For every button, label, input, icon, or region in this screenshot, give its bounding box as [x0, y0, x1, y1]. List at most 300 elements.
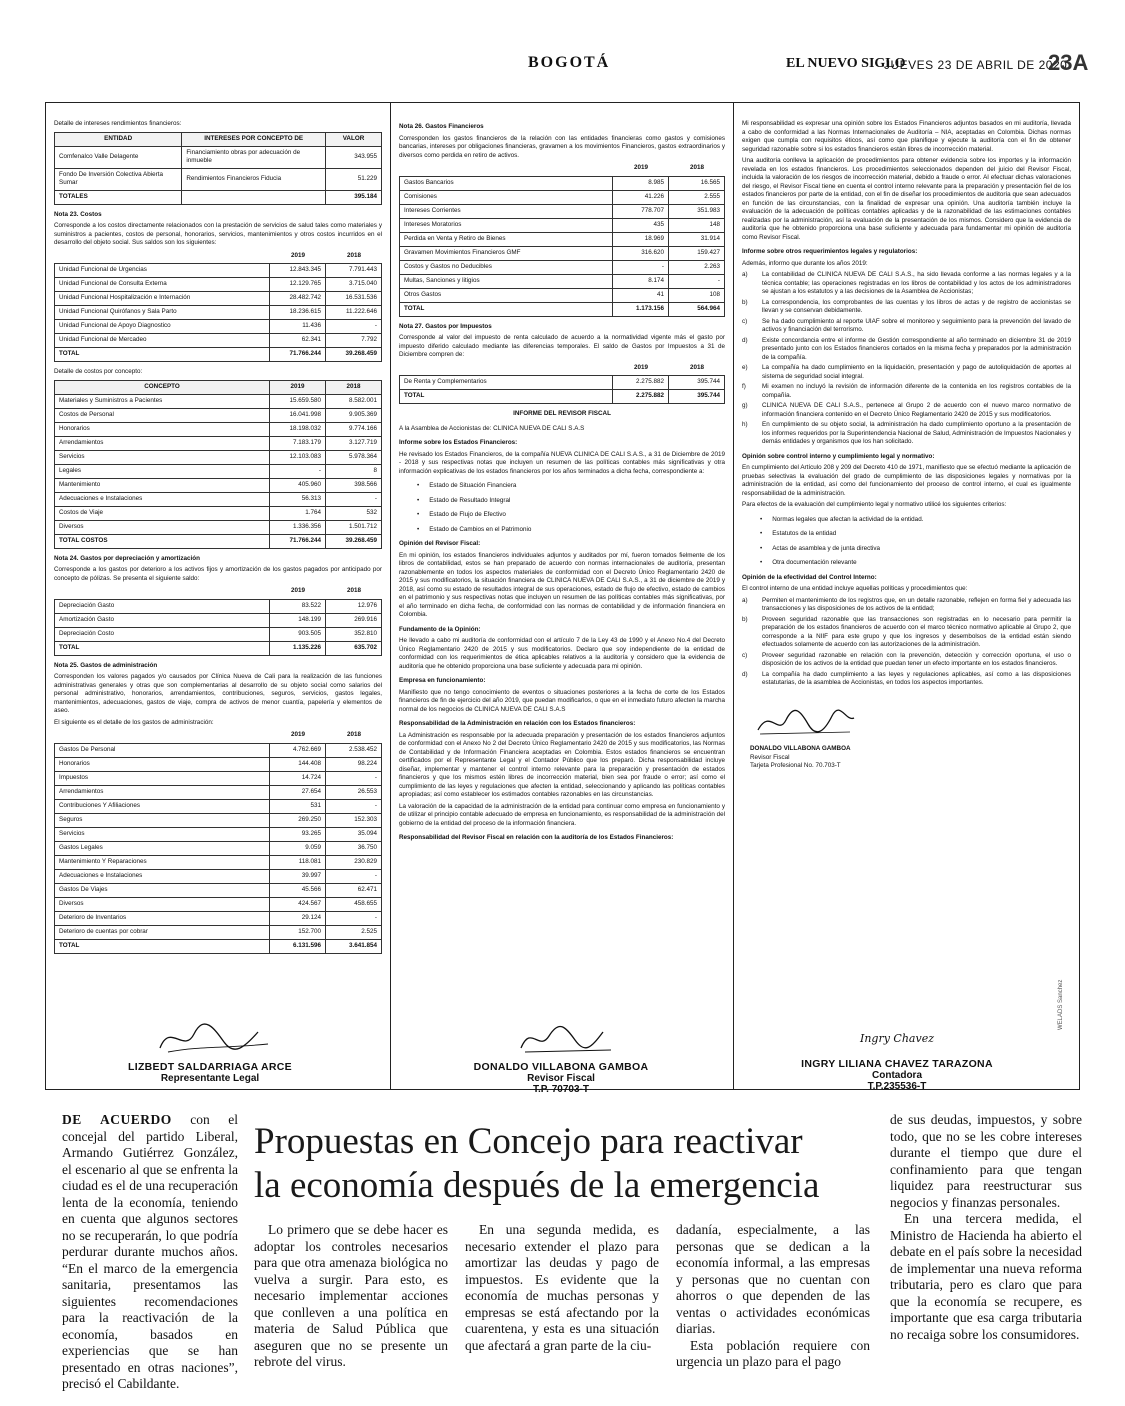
- list-item: [742, 652, 1071, 669]
- article-column: [465, 1222, 659, 1354]
- note-title: Nota 27. Gastos por Impuestos: [399, 322, 492, 330]
- table-cell: TOTAL: [400, 390, 613, 404]
- table-cell: 458.655: [326, 897, 382, 911]
- table-row: [55, 627, 382, 641]
- note-title: Nota 26. Gastos Financieros: [399, 123, 484, 130]
- table-cell: Comfenalco Valle Delagente: [55, 146, 182, 168]
- year-label: 2019: [290, 251, 305, 259]
- table-cell: Gastos De Personal: [55, 743, 270, 757]
- table-cell: Unidad Funcional Hospitalización e Internación: [55, 292, 270, 306]
- table-cell: 3.715.040: [326, 278, 382, 292]
- item-text: Mi examen no incluyó la revisión de información diferente de la contenida en los registros contables de la compañía.: [762, 383, 1071, 399]
- table-cell: 9.774.166: [326, 422, 382, 436]
- table-cell: 16.041.998: [270, 408, 326, 422]
- handwritten-signature: Ingry Chavez: [859, 1032, 935, 1045]
- table-cell: 435: [613, 218, 669, 232]
- year-label: 2018: [346, 731, 361, 738]
- table-cell: Impuestos: [55, 771, 270, 785]
- table-row: [55, 869, 382, 883]
- signature-accountant: [777, 1018, 1017, 1092]
- report-heading: Responsabilidad de la Administración en relación con los Estados financieros:: [399, 720, 636, 727]
- table-cell: 26.553: [326, 785, 382, 799]
- table-cell: 28.482.742: [270, 292, 326, 306]
- table-cell: Costos de Viaje: [55, 506, 270, 520]
- table-cell: 144.408: [270, 757, 326, 771]
- table-cell: 2.275.882: [613, 376, 669, 390]
- table-cell: Financiamiento obras por adecuación de inmueble: [182, 146, 326, 168]
- table-cell: 71.766.244: [270, 348, 326, 362]
- table-cell: 351.983: [669, 204, 725, 218]
- article-lead-column: [62, 1112, 238, 1393]
- table-row: [55, 911, 382, 925]
- table-cell: Honorarios: [55, 757, 270, 771]
- item-letter: a): [742, 596, 748, 604]
- table-cell: 18.198.032: [270, 422, 326, 436]
- report-text: Para efectos de la evaluación del cumplimiento legal y normativo utilicé los siguientes criterios:: [742, 501, 1007, 508]
- table-cell: 12.103.083: [270, 450, 326, 464]
- report-heading: Opinión de la efectividad del Control Interno:: [742, 573, 877, 581]
- table-cell: 8: [326, 464, 382, 478]
- table-row: [400, 218, 725, 232]
- table-cell: 108: [669, 288, 725, 302]
- table-cell: Multas, Sanciones y litigios: [400, 274, 613, 288]
- report-text: He llevado a cabo mi auditoría de conformidad con el artículo 7 de la Ley 43 de 1990 y el Anexo No.4 del Decreto Único Reglamentario 2420 de 2015 y sus modificatorios. Declaro que soy independiente de la entidad de conformidad con los requerimientos de ética aplicables relativos a la auditoría y considero que la evidencia de auditoría que he obtenido proporciona una base suficiente y adecuada para mi opinión.: [399, 637, 725, 670]
- table-cell: 11.436: [270, 320, 326, 334]
- list-item: • Estatutos de la entidad: [772, 530, 1071, 539]
- table-cell: Unidad Funcional Quirófanos y Sala Parto: [55, 306, 270, 320]
- item-text: Proveer seguridad razonable en relación con la prevención, detección y corrección oportuna, el uso o disposición de los activos de la entidad que puedan tener un efecto importante en los estados financieros.: [762, 651, 1071, 667]
- table-cell: Deterioro de cuentas por cobrar: [55, 925, 270, 939]
- table-cell: Gravamen Movimientos Financieros GMF: [400, 246, 613, 260]
- table-row: [55, 841, 382, 855]
- table-row: [55, 168, 382, 190]
- table-row: [400, 246, 725, 260]
- table-cell: 5.978.364: [326, 450, 382, 464]
- article-text: Esta población requiere con urgencia un plazo para el pago: [676, 1337, 870, 1369]
- year-label: 2019: [290, 731, 305, 738]
- report-text: La Administración es responsable por la adecuada preparación y presentación de los estados financieros adjuntos de conformidad con el Anexo No 2 del Decreto Único Reglamentario 2420 de 2015 y sus modificatorios, las Normas de Contabilidad y de Información Financiera aceptadas en Colombia. Estos estados financieros se encuentran certificados por el Representante Legal y el Contador Público que los preparó. Dicha responsabilidad incluye diseñar, implementar y mantener el control interno relevante para la preparación y presentación de estados financieros y que los mismos estén libres de incorrección material, bien sea por fraude o error; así como el cumplimiento de las leyes y regulaciones que afecten la entidad, seleccionando y aplicando las políticas contables apropiadas; así como establecer los estimados contables razonables en las circunstancias.: [399, 731, 725, 798]
- table-cell: -: [326, 869, 382, 883]
- table-row: [400, 302, 725, 316]
- newspaper-name: EL NUEVO SIGLO: [786, 56, 906, 71]
- table-cell: 6.131.596: [270, 939, 326, 953]
- signer-name: DONALDO VILLABONA GAMBOA: [473, 1061, 649, 1073]
- table-cell: 159.427: [669, 246, 725, 260]
- table-row: [55, 855, 382, 869]
- list-item: [742, 271, 1071, 297]
- auditor-signature-block: [750, 702, 1071, 771]
- table-cell: Fondo De Inversión Colectiva Abierta Sumar: [55, 168, 182, 190]
- table-row: [55, 394, 382, 408]
- table-cell: Intereses Corrientes: [400, 204, 613, 218]
- table-cell: 93.265: [270, 827, 326, 841]
- table-cell: Contribuciones Y Afiliaciones: [55, 799, 270, 813]
- year-header: [54, 587, 382, 596]
- table-row: [55, 306, 382, 320]
- year-label: 2019: [633, 363, 648, 371]
- table-cell: 7.792: [326, 334, 382, 348]
- item-letter: e): [742, 364, 748, 371]
- table-row: [55, 408, 382, 422]
- table-cell: Otros Gastos: [400, 288, 613, 302]
- report-text: En mi opinión, los estados financieros individuales adjuntos y auditados por mí, fueron tomados fielmente de los libros de contabilidad, estos se han preparado de acuerdo con normas internacionales de auditoría, presentan razonablemente en todos los aspectos materiales de conformidad con el Decreto Único Reglamentario 2420 de 2015 y sus modificatorios, la situación financiera de CLINICA NUEVA DE CALI S.A.S., a 31 de diciembre de 2019 y 2018, así como su estado de resultados integral de sus operaciones, estado de flujo de efectivo, estado de cambios en el patrimonio y sus respectivas notas que incluyen un resumen de las políticas contables más significativas, por el año terminado en dicha fecha, de conformidad con las normas de contabilidad y de información financiera en Colombia.: [399, 551, 725, 618]
- table-cell: 635.702: [326, 641, 382, 655]
- table-row: [55, 478, 382, 492]
- article-text: dadanía, especialmente, a las personas que se dedican a la economía informal, a las empresas y personas que no cuentan con ahorros o que dependen de las ventas o actividades económicas diarias.: [676, 1222, 870, 1336]
- item-text: En cumplimiento de su objeto social, la administración ha dado cumplimiento oportuno a la presentación de los informes requeridos por la Superintendencia Nacional de Salud, Administración de Impuestos Nacionales y demás entidades y organismos que los han solicitado.: [762, 421, 1071, 445]
- list-item: • Estado de Flujo de Efectivo: [429, 511, 725, 520]
- table-cell: 15.659.580: [270, 394, 326, 408]
- report-heading: Opinión del Revisor Fiscal:: [399, 540, 481, 547]
- table-cell: Unidad Funcional de Apoyo Diagnostico: [55, 320, 270, 334]
- report-heading: Responsabilidad del Revisor Fiscal en relación con la auditoría de los Estados Financieros:: [399, 834, 674, 841]
- table-row: [55, 348, 382, 362]
- table-header: INTERESES POR CONCEPTO DE: [182, 132, 326, 146]
- table-cell: Adecuaciones e Instalaciones: [55, 869, 270, 883]
- table-cell: Adecuaciones e Instalaciones: [55, 492, 270, 506]
- article-headline: [254, 1120, 874, 1208]
- table-cell: Gastos De Viajes: [55, 883, 270, 897]
- table-cell: 29.124: [270, 911, 326, 925]
- item-text: Permiten el mantenimiento de los registros que, en un detalle razonable, reflejen en forma fiel y adecuada las transacciones y las disposiciones de los activos de la entidad;: [762, 596, 1071, 612]
- article-text: Lo primero que se debe hacer es adoptar los controles necesarios para que otra amenaza biológica no vuelva a surgir. Para esto, es necesario implementar acciones que conlleven a una política en materia de Salud Pública que aseguren que no se presente un rebrote del virus.: [254, 1222, 448, 1369]
- lettered-list: [742, 597, 1071, 688]
- table-cell: 778.707: [613, 204, 669, 218]
- table-cell: 31.914: [669, 232, 725, 246]
- article-text: con el concejal del partido Liberal, Armando Gutiérrez González, el escenario al que se enfrenta la ciudad es el de una recuperación lenta de la economía, teniendo en cuenta que algunos sectores no se recuperarán, lo que podría perdurar durante muchos años. “En el marco de la emergencia sanitaria, presentamos las siguientes recomendaciones para la reactivación de la economía, basados en experiencias que se han presentado en otras naciones”, precisó el Cabildante.: [62, 1112, 238, 1391]
- table-row: [55, 492, 382, 506]
- table-cell: -: [326, 771, 382, 785]
- table-cell: 269.916: [326, 613, 382, 627]
- table-cell: 98.224: [326, 757, 382, 771]
- year-header: [399, 164, 725, 173]
- signature-auditor: [441, 1018, 681, 1095]
- year-header: [399, 364, 725, 373]
- table-cell: Mantenimiento Y Reparaciones: [55, 855, 270, 869]
- signature-icon: [140, 1018, 280, 1058]
- table-cell: 1.135.226: [270, 641, 326, 655]
- table-cell: 83.522: [270, 599, 326, 613]
- signature-row: [45, 1018, 1080, 1098]
- admin-expenses-table: [54, 743, 382, 954]
- section-name: BOGOTÁ: [528, 54, 611, 71]
- table-cell: 532: [326, 506, 382, 520]
- table-row: [55, 190, 382, 204]
- table-cell: 1.764: [270, 506, 326, 520]
- table-row: [55, 506, 382, 520]
- year-label: 2018: [689, 164, 704, 171]
- table-cell: 8.174: [613, 274, 669, 288]
- table-cell: Gastos Bancarios: [400, 176, 613, 190]
- note-text: Corresponde a los costos directamente relacionados con la prestación de servicios de salud tales como materiales y suministros a pacientes, costos de personal, honorarios, servicios, mantenimientos y otros costos incurridos en el desarrollo del objeto social. Sus saldos son los siguientes:: [54, 222, 382, 246]
- article-column: [890, 1112, 1082, 1343]
- table-cell: -: [326, 492, 382, 506]
- table-cell: Intereses Moratorios: [400, 218, 613, 232]
- note-text: El siguiente es el detalle de los gastos de administración:: [54, 718, 214, 726]
- table-row: [55, 613, 382, 627]
- lettered-list: [742, 271, 1071, 447]
- table-cell: Comisiones: [400, 190, 613, 204]
- list-item: [742, 402, 1071, 419]
- tax-expenses-table: [399, 375, 725, 404]
- year-label: 2018: [346, 251, 361, 259]
- statement-list: [429, 482, 725, 534]
- article-text: En una segunda medida, es necesario extender el plazo para amortizar las deudas y pago de impuestos. Es evidente que la economía de muchas personas y empresas se está afectando por la cuarentena, y esta es una situación que afectará a gran parte de la ciu-: [465, 1222, 659, 1353]
- report-text: En cumplimiento del Artículo 208 y 209 del Decreto 410 de 1971, manifiesto que se efectuó mediante la aplicación de pruebas selectivas la evaluación del grado de cumplimiento de las disposiciones legales y normativas por la administración de la entidad, así como del funcionamiento del proceso de control interno, el cual es igualmente responsabilidad de la administración.: [742, 464, 1071, 497]
- table-row: [55, 292, 382, 306]
- table-cell: Unidad Funcional de Consulta Externa: [55, 278, 270, 292]
- table-cell: 405.960: [270, 478, 326, 492]
- report-heading: Informe sobre los Estados Financieros:: [399, 439, 518, 446]
- signature-icon: [750, 702, 860, 742]
- table-row: [400, 260, 725, 274]
- table-cell: Materiales y Suministros a Pacientes: [55, 394, 270, 408]
- list-item: [742, 421, 1071, 447]
- table-cell: Costos y Gastos no Deducibles: [400, 260, 613, 274]
- item-text: Proveen seguridad razonable que las transacciones son registradas en lo necesario para permitir la preparación de los estados financieros de acuerdo con el marco técnico normativo aplicable al Grupo 2, que corresponde a la NIIF para este grupo y que los ingresos y desembolsos de la entidad están siendo efectuados solamente de acuerdo con las autorizaciones de la administración.: [762, 615, 1071, 648]
- table-cell: Gastos Legales: [55, 841, 270, 855]
- signature-icon: [491, 1018, 631, 1058]
- financial-expenses-table: [399, 176, 725, 317]
- table-cell: Honorarios: [55, 422, 270, 436]
- table-header: ENTIDAD: [55, 132, 182, 146]
- year-label: 2018: [346, 587, 361, 594]
- list-item: • Otra documentación relevante: [772, 559, 1071, 568]
- table-cell: 4.762.669: [270, 743, 326, 757]
- table-cell: 316.620: [613, 246, 669, 260]
- note-title: Nota 25. Gastos de administración: [54, 661, 158, 669]
- table-row: [55, 813, 382, 827]
- table-cell: Perdida en Venta y Retiro de Bienes: [400, 232, 613, 246]
- year-label: 2019: [290, 587, 305, 594]
- report-text: He revisado los Estados Financieros, de la compañía NUEVA CLINICA DE CALI S.A.S., a 31 de Diciembre de 2019 - 2018 y sus respectivas notas que incluyen un resumen de las políticas contables más significativas y otra información explicativas de los estados financieros por los años terminados a dicha fecha, correspondiente a:: [399, 450, 725, 475]
- table-cell: 62.471: [326, 883, 382, 897]
- table-cell: 41.226: [613, 190, 669, 204]
- report-text: Mi responsabilidad es expresar una opinión sobre los Estados Financieros adjuntos basados en mi auditoría, llevada a cabo de conformidad a las Normas Internacionales de Auditoría – NIA, aceptadas en Colombia. Dichas normas exigen que cumpla con requisitos éticos, así como que planifique y ejecute la auditoría con el fin de obtener seguridad razonable sobre si los estados financieros están libres de incorrección material.: [742, 120, 1071, 153]
- table-header: 2019: [270, 380, 326, 394]
- list-item: [742, 364, 1071, 381]
- table-cell: 148: [669, 218, 725, 232]
- table-cell: TOTAL: [400, 302, 613, 316]
- financial-notice: [45, 102, 1080, 1090]
- table-cell: 9.059: [270, 841, 326, 855]
- signer-role: Revisor Fiscal: [527, 1073, 595, 1084]
- table-cell: 352.810: [326, 627, 382, 641]
- table-cell: 398.566: [326, 478, 382, 492]
- table-row: [55, 422, 382, 436]
- table-header: CONCEPTO: [55, 380, 270, 394]
- table-cell: 51.229: [326, 168, 382, 190]
- table-cell: 424.567: [270, 897, 326, 911]
- item-text: La contabilidad de CLINICA NUEVA DE CALI S.A.S., ha sido llevada conforme a las normas legales y a la técnica contable; las operaciones registradas en los libros de contabilidad y los actos de los administradores se ajustan a los estatutos y a las decisiones de la Asamblea de Accionistas;: [762, 271, 1071, 295]
- table-cell: 152.700: [270, 925, 326, 939]
- table-cell: -: [613, 260, 669, 274]
- list-item: • Estado de Resultado Integral: [429, 497, 725, 506]
- report-addressee: A la Asamblea de Accionistas de: CLINICA NUEVA DE CALI S.A.S: [399, 424, 585, 432]
- note-text: Corresponden los gastos financieros de la relación con las entidades financieras como gastos y comisiones bancarias, intereses por obligaciones financieras, gravamen a los movimientos Financieros, gastos extraordinarios y diversos como perdida en retiro de activos.: [399, 134, 725, 159]
- table-cell: Seguros: [55, 813, 270, 827]
- item-letter: c): [742, 317, 748, 325]
- signer-role: Representante Legal: [160, 1073, 260, 1084]
- report-text: Además, informo que durante los años 2019:: [742, 259, 868, 267]
- table-cell: 36.750: [326, 841, 382, 855]
- table-cell: 118.081: [270, 855, 326, 869]
- table-row: [55, 278, 382, 292]
- report-text: La valoración de la capacidad de la administración de la entidad para continuar como empresa en funcionamiento y de utilizar el principio contable adecuado de empresa en funcionamiento, es responsabilidad de la administración del gobierno de la entidad del proceso de la información financiera.: [399, 802, 725, 827]
- item-letter: c): [742, 651, 748, 659]
- list-item: • Estado de Situación Financiera: [429, 482, 725, 491]
- auditor-card: Tarjeta Profesional No. 70.703-T: [750, 762, 841, 769]
- table-cell: 14.724: [270, 771, 326, 785]
- table-cell: 8.985: [613, 176, 669, 190]
- table-cell: Arrendamientos: [55, 436, 270, 450]
- table-cell: 9.905.369: [326, 408, 382, 422]
- table-cell: 12.976: [326, 599, 382, 613]
- note-title: Nota 23. Costos: [54, 210, 102, 218]
- table-cell: 71.766.244: [270, 534, 326, 548]
- item-text: La compañía ha dado cumplimiento a las leyes y regulaciones aplicables, así como a las disposiciones estatutarias, de la asamblea de Accionistas, en todos los aspectos importantes.: [762, 670, 1071, 686]
- table-cell: 395.184: [326, 190, 382, 204]
- table-cell: 564.964: [669, 302, 725, 316]
- report-heading: Informe sobre otros requerimientos legales y regulatorios:: [742, 248, 918, 255]
- table-cell: 343.955: [326, 146, 382, 168]
- table-cell: 41: [613, 288, 669, 302]
- report-heading: Fundamento de la Opinión:: [399, 625, 481, 633]
- table-row: [400, 176, 725, 190]
- table-cell: 18.969: [613, 232, 669, 246]
- year-header: [54, 731, 382, 740]
- table-cell: 3.127.719: [326, 436, 382, 450]
- table-row: [400, 204, 725, 218]
- table-row: [55, 520, 382, 534]
- list-item: • Normas legales que afectan la actividad de la entidad.: [772, 516, 1071, 525]
- item-text: CLINICA NUEVA DE CALI S.A.S., pertenece al Grupo 2 de acuerdo con el nuevo marco normativo de información financiera contenido en el Decreto Único Reglamentario 2420 de 2015 y sus modificatorios.: [762, 402, 1071, 418]
- table-cell: 1.173.156: [613, 302, 669, 316]
- item-text: La correspondencia, los comprobantes de las cuentas y los libros de actas y de registro de accionistas se llevan y se conservan debidamente.: [762, 298, 1071, 314]
- table-cell: 395.744: [669, 390, 725, 404]
- list-item: [742, 597, 1071, 614]
- table-cell: Deterioro de Inventarios: [55, 911, 270, 925]
- table-cell: -: [669, 274, 725, 288]
- table-row: [55, 436, 382, 450]
- table-row: [55, 146, 382, 168]
- table-cell: 2.525: [326, 925, 382, 939]
- item-text: Se ha dado cumplimiento al reporte UIAF sobre el monitoreo y seguimiento para la prevención del lavado de activos y financiación del terrorismo.: [762, 317, 1071, 333]
- table-row: [55, 799, 382, 813]
- table-cell: 2.538.452: [326, 743, 382, 757]
- signer-name: LIZBEDT SALDARRIAGA ARCE: [128, 1061, 292, 1073]
- headline-line: la economía después de la emergencia: [254, 1165, 820, 1206]
- signer-card: T.P. 70703-T: [533, 1084, 589, 1095]
- table-cell: 39.997: [270, 869, 326, 883]
- table-row: [55, 641, 382, 655]
- table-cell: Depreciación Costo: [55, 627, 270, 641]
- table-row: [55, 599, 382, 613]
- table-cell: TOTAL: [55, 641, 270, 655]
- item-letter: g): [742, 402, 748, 409]
- list-item: [742, 616, 1071, 650]
- table-row: [400, 390, 725, 404]
- article-text: de sus deudas, impuestos, y sobre todo, que no se les cobre intereses durante el tiempo que dure el confinamiento para que tengan liquidez para reestructurar sus negocios y finanzas personales.: [890, 1112, 1082, 1210]
- item-text: Existe concordancia entre el informe de Gestión correspondiente al año terminado en diciembre 31 de 2019 presentado junto con los Estados financieros cortados en la misma fecha y preparados por la administración de la compañía.: [762, 336, 1071, 361]
- table-cell: 39.268.459: [326, 348, 382, 362]
- item-letter: f): [742, 383, 746, 390]
- table-cell: -: [326, 320, 382, 334]
- list-item: [742, 299, 1071, 316]
- table-cell: Diversos: [55, 520, 270, 534]
- table-cell: -: [270, 464, 326, 478]
- report-title: INFORME DEL REVISOR FISCAL: [513, 410, 611, 417]
- table-cell: 27.654: [270, 785, 326, 799]
- article-text: En una tercera medida, el Ministro de Hacienda ha abierto el debate en el país sobre la necesidad de implementar una nueva reforma tributaria, pero es claro que para que la economía se recupere, es importante que esa carga tributaria no recaiga sobre los consumidores.: [890, 1211, 1082, 1342]
- item-letter: d): [742, 670, 748, 678]
- item-letter: d): [742, 336, 748, 344]
- table-row: [55, 264, 382, 278]
- table-row: [400, 232, 725, 246]
- list-item: • Actas de asamblea y de junta directiva: [772, 545, 1071, 554]
- table-cell: 56.313: [270, 492, 326, 506]
- table-row: [55, 883, 382, 897]
- table-cell: TOTAL: [55, 939, 270, 953]
- item-letter: b): [742, 615, 748, 623]
- table-cell: 269.250: [270, 813, 326, 827]
- page-number: 23A: [1048, 50, 1089, 75]
- table-row: [400, 190, 725, 204]
- table-cell: Diversos: [55, 897, 270, 911]
- table-row: [55, 757, 382, 771]
- table-cell: TOTAL COSTOS: [55, 534, 270, 548]
- table-cell: 2.555: [669, 190, 725, 204]
- table-caption: Detalle de costos por concepto:: [54, 368, 143, 375]
- table-cell: Servicios: [55, 827, 270, 841]
- table-cell: 11.222.646: [326, 306, 382, 320]
- table-row: [400, 288, 725, 302]
- masthead: [0, 0, 1125, 80]
- year-label: 2019: [633, 164, 648, 171]
- item-text: La compañía ha dado cumplimiento en la liquidación, presentación y pago de autoliquidación de aportes al sistema de seguridad social integral.: [762, 364, 1071, 380]
- table-cell: 1.501.712: [326, 520, 382, 534]
- table-cell: 7.791.443: [326, 264, 382, 278]
- signer-name: INGRY LILIANA CHAVEZ TARAZONA: [801, 1058, 993, 1070]
- table-header: VALOR: [326, 132, 382, 146]
- note-text: Corresponden los valores pagados y/o causados por Clínica Nueva de Cali para la realización de las funciones administrativas generales y otras que son complementarias al desarrollo de su objeto social como salarios del personal administrativo, honorarios, arrendamientos, contribuciones, seguros, servicios, gastos legales, mantenimientos, adecuaciones, gastos de viaje, compra de activos de menor cuantía, papelería y elementos de aseo.: [54, 673, 382, 714]
- table-cell: 2.263: [669, 260, 725, 274]
- table-row: [55, 334, 382, 348]
- notice-column-1: [46, 103, 390, 1089]
- table-cell: 8.582.001: [326, 394, 382, 408]
- item-letter: b): [742, 298, 748, 306]
- table-row: [55, 743, 382, 757]
- table-cell: De Renta y Complementarios: [400, 376, 613, 390]
- signature-legal-rep: [90, 1018, 330, 1084]
- table-caption: Detalle de intereses rendimientos financieros:: [54, 120, 182, 127]
- table-cell: Arrendamientos: [55, 785, 270, 799]
- report-heading: Empresa en funcionamiento:: [399, 677, 486, 684]
- table-header: 2018: [326, 380, 382, 394]
- table-cell: TOTAL: [55, 348, 270, 362]
- table-row: [55, 939, 382, 953]
- table-cell: 152.303: [326, 813, 382, 827]
- year-header: [54, 252, 382, 261]
- design-credit: WELADS Sanchez: [1058, 979, 1064, 1030]
- table-cell: Legales: [55, 464, 270, 478]
- year-label: 2018: [689, 363, 704, 371]
- table-row: [55, 450, 382, 464]
- table-cell: Amortización Gasto: [55, 613, 270, 627]
- headline-line: Propuestas en Concejo para reactivar: [254, 1121, 803, 1162]
- table-row: [55, 827, 382, 841]
- table-cell: 903.505: [270, 627, 326, 641]
